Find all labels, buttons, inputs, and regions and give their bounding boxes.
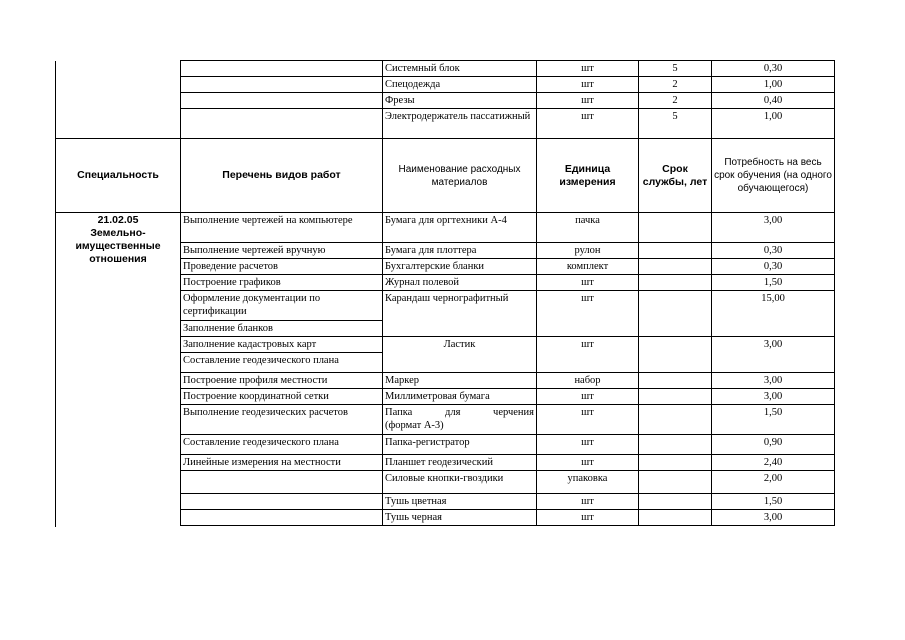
works-cell: Составление геодезического плана xyxy=(181,353,383,373)
term-cell: 2 xyxy=(639,77,712,93)
term-cell: 2 xyxy=(639,93,712,109)
works-cell: Проведение расчетов xyxy=(181,259,383,275)
unit-cell: упаковка xyxy=(537,471,639,494)
material-cell: Миллиметровая бумага xyxy=(383,389,537,405)
works-cell: Построение графиков xyxy=(181,275,383,291)
term-cell xyxy=(639,389,712,405)
header-material: Наименование расходных материалов xyxy=(383,139,537,213)
material-cell: Бухгалтерские бланки xyxy=(383,259,537,275)
header-unit: Единица измерения xyxy=(537,139,639,213)
term-cell xyxy=(639,291,712,337)
need-cell: 1,00 xyxy=(712,77,835,93)
works-cell: Составление геодезического плана xyxy=(181,435,383,455)
unit-cell: шт xyxy=(537,405,639,435)
term-cell: 5 xyxy=(639,109,712,139)
term-cell: 5 xyxy=(639,61,712,77)
unit-cell: комплект xyxy=(537,259,639,275)
need-cell: 0,30 xyxy=(712,243,835,259)
term-cell xyxy=(639,435,712,455)
material-cell: Силовые кнопки-гвоздики xyxy=(383,471,537,494)
material-cell: Папка-регистратор xyxy=(383,435,537,455)
need-cell: 3,00 xyxy=(712,389,835,405)
term-cell xyxy=(639,337,712,373)
material-cell: Системный блок xyxy=(383,61,537,77)
works-cell xyxy=(181,93,383,109)
works-cell: Линейные измерения на местности xyxy=(181,455,383,471)
works-cell xyxy=(181,61,383,77)
header-works: Перечень видов работ xyxy=(181,139,383,213)
works-cell: Построение профиля местности xyxy=(181,373,383,389)
works-cell: Оформление документации по сертификации xyxy=(181,291,383,321)
material-cell: Маркер xyxy=(383,373,537,389)
specialty-code: 21.02.05 xyxy=(97,214,139,226)
unit-cell: шт xyxy=(537,109,639,139)
term-cell xyxy=(639,471,712,494)
works-cell xyxy=(181,77,383,93)
works-cell xyxy=(181,510,383,526)
unit-cell: шт xyxy=(537,494,639,510)
table-header-row xyxy=(56,139,835,213)
term-cell xyxy=(639,259,712,275)
term-cell xyxy=(639,213,712,243)
unit-cell: шт xyxy=(537,77,639,93)
specialty-name: Земельно-имущественные отношения xyxy=(75,227,161,265)
need-cell: 0,30 xyxy=(712,259,835,275)
works-cell: Выполнение чертежей вручную xyxy=(181,243,383,259)
need-cell: 0,30 xyxy=(712,61,835,77)
specialty-cell-continued xyxy=(56,61,181,139)
works-cell xyxy=(181,471,383,494)
need-cell: 3,00 xyxy=(712,373,835,389)
need-cell: 3,00 xyxy=(712,213,835,243)
works-cell: Заполнение бланков xyxy=(181,321,383,337)
unit-cell: пачка xyxy=(537,213,639,243)
material-line-1: Папка для черчения xyxy=(385,407,534,418)
works-cell: Построение координатной сетки xyxy=(181,389,383,405)
materials-table xyxy=(55,60,835,526)
filler-cell xyxy=(181,526,835,527)
term-cell xyxy=(639,494,712,510)
need-cell: 2,40 xyxy=(712,455,835,471)
term-cell xyxy=(639,455,712,471)
unit-cell: шт xyxy=(537,291,639,337)
need-cell: 0,90 xyxy=(712,435,835,455)
works-cell xyxy=(181,494,383,510)
material-cell: Бумага для оргтехники А-4 xyxy=(383,213,537,243)
term-cell xyxy=(639,373,712,389)
header-term: Срок службы, лет xyxy=(639,139,712,213)
unit-cell: шт xyxy=(537,435,639,455)
table-row xyxy=(56,61,835,77)
need-cell: 2,00 xyxy=(712,471,835,494)
need-cell: 15,00 xyxy=(712,291,835,337)
term-cell xyxy=(639,275,712,291)
material-cell: Тушь черная xyxy=(383,510,537,526)
material-cell: Бумага для плоттера xyxy=(383,243,537,259)
table-row xyxy=(56,213,835,243)
unit-cell: шт xyxy=(537,389,639,405)
works-cell xyxy=(181,109,383,139)
material-cell: Журнал полевой xyxy=(383,275,537,291)
unit-cell: шт xyxy=(537,510,639,526)
term-cell xyxy=(639,405,712,435)
material-cell: Ластик xyxy=(383,337,537,373)
need-cell: 0,40 xyxy=(712,93,835,109)
unit-cell: шт xyxy=(537,275,639,291)
material-cell: Карандаш чернографитный xyxy=(383,291,537,337)
material-cell: Тушь цветная xyxy=(383,494,537,510)
term-cell xyxy=(639,243,712,259)
term-cell xyxy=(639,510,712,526)
material-cell: Фрезы xyxy=(383,93,537,109)
unit-cell: шт xyxy=(537,61,639,77)
unit-cell: набор xyxy=(537,373,639,389)
unit-cell: шт xyxy=(537,337,639,373)
material-cell: Спецодежда xyxy=(383,77,537,93)
header-specialty: Специальность xyxy=(56,139,181,213)
need-cell: 1,50 xyxy=(712,275,835,291)
unit-cell: рулон xyxy=(537,243,639,259)
specialty-cell xyxy=(56,213,181,527)
material-cell xyxy=(383,405,537,435)
need-cell: 1,50 xyxy=(712,405,835,435)
unit-cell: шт xyxy=(537,93,639,109)
material-cell: Планшет геодезический xyxy=(383,455,537,471)
need-cell: 1,00 xyxy=(712,109,835,139)
works-cell: Выполнение чертежей на компьютере xyxy=(181,213,383,243)
need-cell: 3,00 xyxy=(712,337,835,373)
material-line-2: (формат А-3) xyxy=(385,420,444,431)
header-need: Потребность на весь срок обучения (на одного обучающегося) xyxy=(712,139,835,213)
works-cell: Заполнение кадастровых карт xyxy=(181,337,383,353)
works-cell: Выполнение геодезических расчетов xyxy=(181,405,383,435)
material-cell: Электродержатель пассатижный xyxy=(383,109,537,139)
unit-cell: шт xyxy=(537,455,639,471)
need-cell: 3,00 xyxy=(712,510,835,526)
need-cell: 1,50 xyxy=(712,494,835,510)
